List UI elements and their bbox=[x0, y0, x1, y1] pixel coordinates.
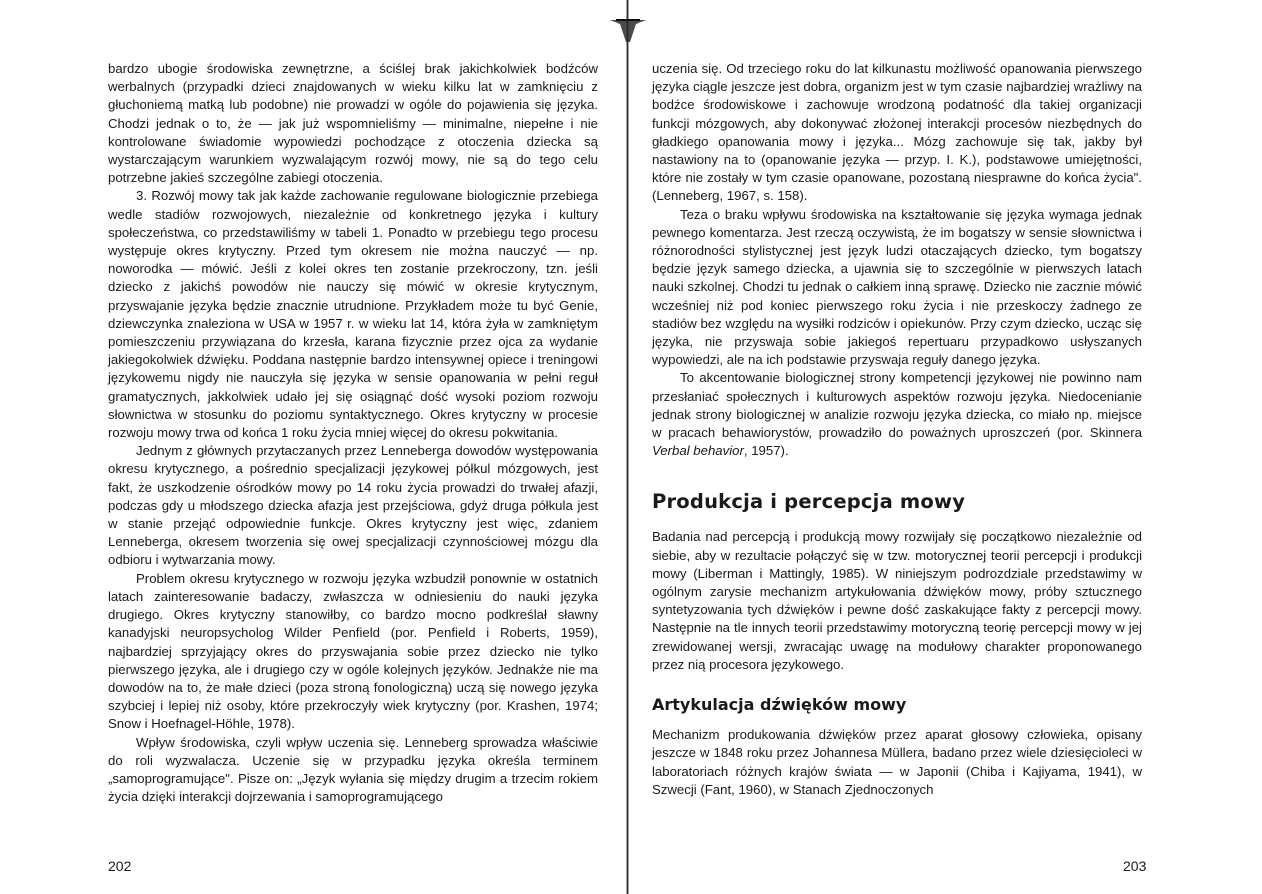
paragraph-text: To akcentowanie biologicznej strony kompetencji językowej nie powinno nam przesłaniać społecznych i kulturowych aspektów rozwoju języka. Niedocenianie jednak strony biologicznej w analizie rozwoju języka dziecka, co miało np. miejsce w pracach behawiorystów, prowadziło do poważnych uproszczeń (por. Skinnera bbox=[652, 370, 1142, 441]
paragraph: 3. Rozwój mowy tak jak każde zachowanie regulowane biologicznie przebiega wedle stadiów rozwojowych, niezależnie od konkretnego języka i kultury społeczeństwa, co przedstawiliśmy w tabeli 1. Ponadto w przebiegu tego procesu występuje okres krytyczny. Przed tym okresem nie można nauczyć — np. noworodka — mówić. Jeśli z kolei okres ten zostanie przekroczony, tzn. jeśli dziecko z jakichś powodów nie nauczy się mówić w okresie krytycznym, przyswajanie języka będzie znacznie utrudnione. Przykładem może tu być Genie, dziewczynka znaleziona w USA w 1957 r. w wieku lat 14, która żyła w zamkniętym pomieszczeniu przywiązana do krzesła, karana fizycznie przez ojca za wydanie jakiegokolwiek dźwięku. Poddana następnie bardzo intensywnej opiece i treningowi językowemu nigdy nie nauczyła się języka w sensie opanowania w pełni reguł gramatycznych, jakkolwiek udało jej się osiągnąć dość wysoki poziom rozwoju słownictwa w stosunku do poziomu syntaktycznego. Okres krytyczny w procesie rozwoju mowy trwa od końca 1 roku życia mniej więcej do okresu pokwitania. bbox=[108, 188, 598, 441]
paragraph: bardzo ubogie środowiska zewnętrzne, a ściślej brak jakichkolwiek bodźców werbalnych (przypadki dzieci znajdowanych w wieku kilku lat w zamknięciu z głuchoniemą matką lub podobne) nie prowadzi w ogóle do pojawienia się języka. Chodzi jednak o to, że — jak już wspomnieliśmy — minimalne, niepełne i nie kontrolowane świadomie wypowiedzi pochodzące z otoczenia dziecka są wystarczającym warunkiem wyzwalającym rozwój mowy, nie są do tego celu potrzebne jakieś szczególne zabiegi otoczenia. bbox=[108, 61, 598, 186]
paragraph: Wpływ środowiska, czyli wpływ uczenia się. Lenneberg sprowadza właściwie do roli wyzwalacza. Uczenie się w przypadku języka określa terminem „samoprogramujące". Pisze on: „Język wyłania się między drugim a trzecim rokiem życia dzięki interakcji dojrzewania i samoprogramującego bbox=[108, 734, 598, 805]
page-number-left: 202 bbox=[108, 858, 132, 874]
right-page bbox=[630, 0, 1262, 894]
paragraph-text: , 1957). bbox=[743, 443, 789, 459]
book-title: Verbal behavior bbox=[652, 443, 744, 459]
paragraph: Problem okresu krytycznego w rozwoju języka wzbudził ponownie w ostatnich latach zainteresowanie badaczy, zwłaszcza w odniesieniu do nauki języka drugiego. Okres krytyczny stanowiłby, co bardzo mocno podkreślał sławny kanadyjski neuropsycholog Wilder Penfield (por. Penfield i Roberts, 1959), najbardziej sprzyjający okres do przyswajania sobie przez dziecko nie tylko pierwszego języka, ale i drugiego czy w ogóle kolejnych języków. Jednakże nie ma dowodów na to, że małe dzieci (poza stroną fonologiczną) uczą się nowego języka szybciej i lepiej niż osoby, które przekroczyły wiek krytyczny (por. Krashen, 1974; Snow i Hoefnagel-Höhle, 1978). bbox=[108, 570, 598, 732]
paragraph bbox=[652, 369, 1142, 460]
book-gutter bbox=[626, 0, 629, 894]
paragraph: uczenia się. Od trzeciego roku do lat kilkunastu możliwość opanowania pierwszego języka ciągle jeszcze jest dobra, organizm jest w tym czasie najbardziej wrażliwy na bodźce środowiskowe i zachowuje wrodzoną podatność dla takiej organizacji funkcji mózgowych, aby dokonywać złożonej interakcji procesów niezbędnych do gładkiego opanowania mowy i języka... Mózg zachowuje się tak, jakby był nastawiony na to (opanowanie języka — przyp. I. K.), podstawowe umiejętności, które nie zostały w tym czasie opanowane, pozostaną niesprawne do końca życia". (Lenneberg, 1967, s. 158). bbox=[652, 61, 1142, 204]
section-heading: Produkcja i percepcja mowy bbox=[652, 490, 966, 514]
page-number-right: 203 bbox=[1123, 858, 1147, 874]
paragraph: Badania nad percepcją i produkcją mowy rozwijały się początkowo niezależnie od siebie, aby w rezultacie połączyć się w tzw. motorycznej teorii percepcji i produkcji mowy (Liberman i Mattingly, 1985). W niniejszym podrozdziale przedstawimy w ogólnym zarysie mechanizm artykułowania dźwięków mowy, próby sztucznego syntetyzowania tych dźwięków i pewne dość zaskakujące fakty z percepcji mowy. Następnie na tle innych teorii przedstawimy motoryczną teorię percepcji mowy w jej zrewidowanej wersji, zwracając uwagę na modułowy charakter proponowanego przez nią procesora językowego. bbox=[652, 529, 1142, 672]
paragraph: Teza o braku wpływu środowiska na kształtowanie się języka wymaga jednak pewnego komentarza. Jest rzeczą oczywistą, że im bogatszy w sensie słownictwa i różnorodności stylistycznej jest język ludzi otaczających dziecko, tym bogatszy będzie język samego dziecka, a ujawnia się to szczególnie w pierwszych latach nauki szkolnej. Chodzi tu jednak o całkiem inną sprawę. Dziecko nie zacznie mówić wcześniej niż pod koniec pierwszego roku życia i nie przeskoczy żadnego ze stadiów bez względu na wysiłki rodziców i opiekunów. Przy czym dziecko, ucząc się języka, nie przyswaja sobie jakiegoś repertuaru przypadkowo usłyszanych wypowiedzi, ale na ich podstawie przyswaja reguły danego języka. bbox=[652, 206, 1142, 368]
subsection-heading: Artykulacja dźwięków mowy bbox=[652, 695, 907, 715]
paragraph: Mechanizm produkowania dźwięków przez aparat głosowy człowieka, opisany jeszcze w 1848 roku przez Johannesa Müllera, badano przez wiele dziesięcioleci w laboratoriach różnych krajów świata — w Japonii (Chiba i Kajiyama, 1941), w Szwecji (Fant, 1960), w Stanach Zjednoczonych bbox=[652, 727, 1142, 797]
right-page-text bbox=[652, 60, 1142, 799]
left-page-text bbox=[108, 60, 598, 806]
left-page bbox=[0, 0, 630, 894]
paragraph: Jednym z głównych przytaczanych przez Lenneberga dowodów występowania okresu krytycznego, a pośrednio specjalizacji językowej półkul mózgowych, jest fakt, że uszkodzenie ośrodków mowy po 14 roku życia prowadzi do trwałej afazji, podczas gdy u młodszego dziecka afazja jest przejściowa, gdyż druga półkula jest w stanie przejąć odpowiednie funkcje. Okres krytyczny jest więc, zdaniem Lenneberga, okresem tworzenia się owej specjalizacji czynnościowej mózgu dla odbioru i wytwarzania mowy. bbox=[108, 443, 598, 568]
